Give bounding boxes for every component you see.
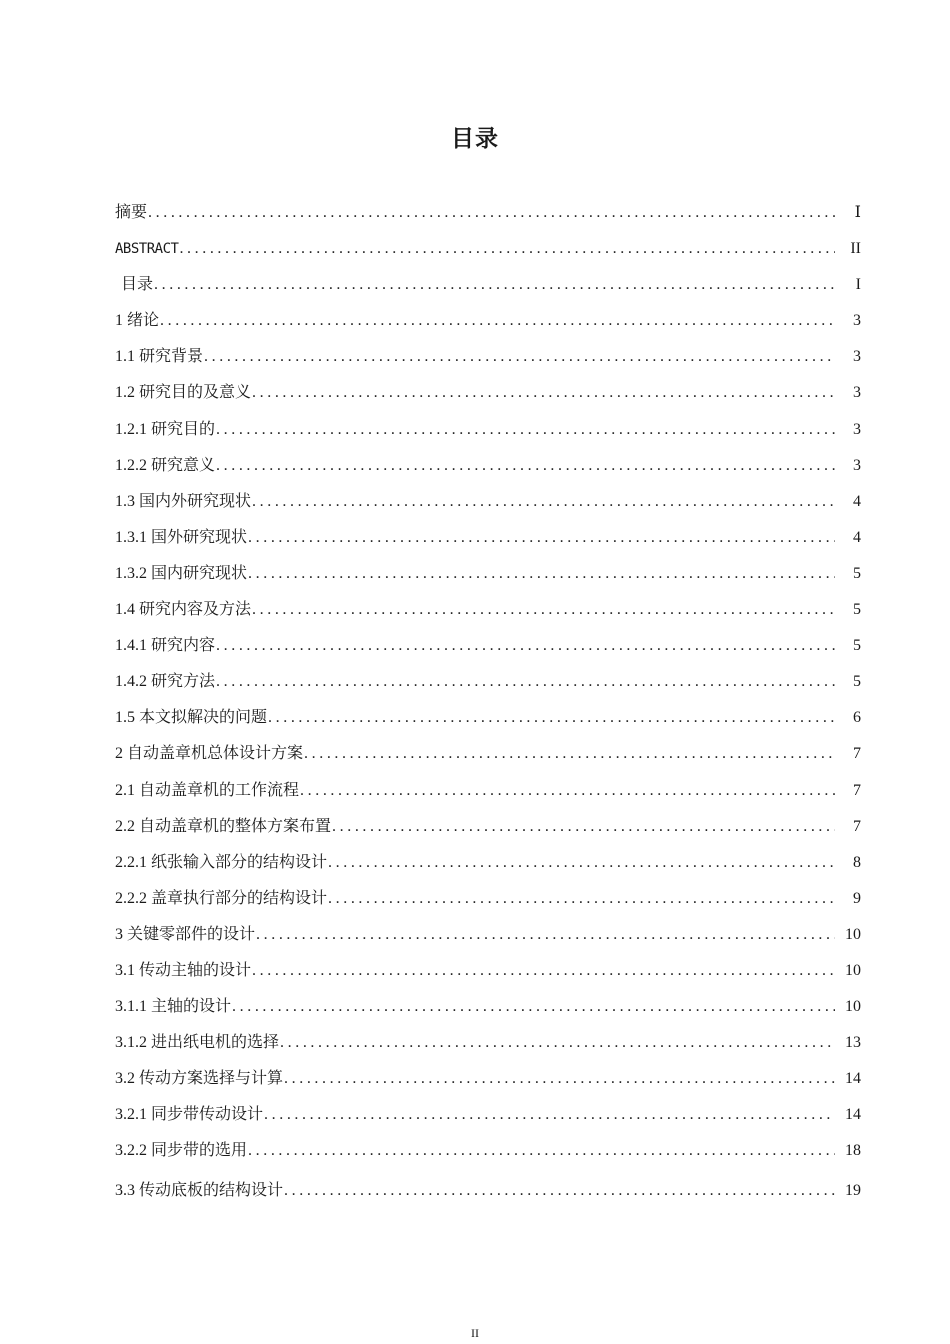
toc-entry-label: 1.4.1 研究内容 — [115, 637, 216, 655]
dot-leader — [248, 1133, 835, 1169]
toc-entry-label: 1.4.2 研究方法 — [115, 673, 216, 691]
toc-entry-page: 3 — [853, 420, 861, 438]
dot-leader — [248, 556, 835, 592]
toc-entry[interactable] — [115, 664, 861, 700]
toc-entry[interactable] — [115, 375, 861, 411]
toc-entry-label: 1.3.2 国内研究现状 — [115, 564, 248, 582]
toc-entry-page: 14 — [845, 1070, 861, 1088]
toc-entry[interactable] — [115, 989, 861, 1025]
dot-leader — [160, 303, 835, 339]
toc-entry-page: 8 — [853, 853, 861, 871]
toc-entry-label: 2 自动盖章机总体设计方案 — [115, 745, 304, 763]
dot-leader — [280, 1025, 835, 1061]
dot-leader — [216, 628, 835, 664]
toc-entry[interactable] — [115, 1061, 861, 1097]
table-of-contents — [115, 195, 861, 1209]
dot-leader — [256, 917, 835, 953]
toc-entry-label: 1.1 研究背景 — [115, 348, 204, 366]
dot-leader — [284, 1173, 835, 1209]
dot-leader — [154, 267, 835, 303]
toc-entry-label: 2.1 自动盖章机的工作流程 — [115, 781, 300, 799]
toc-entry[interactable] — [115, 448, 861, 484]
toc-entry-label: 1.2.2 研究意义 — [115, 456, 216, 474]
toc-entry-page: 3 — [853, 348, 861, 366]
toc-entry[interactable] — [115, 628, 861, 664]
dot-leader — [252, 953, 835, 989]
toc-entry-label: 3.1 传动主轴的设计 — [115, 961, 252, 979]
toc-entry-page: 5 — [853, 601, 861, 619]
toc-entry[interactable] — [115, 736, 861, 772]
toc-entry-label: 3.2 传动方案选择与计算 — [115, 1070, 284, 1088]
toc-entry-page: 18 — [845, 1142, 861, 1160]
toc-entry[interactable] — [115, 700, 861, 736]
toc-entry-label: 2.2.1 纸张输入部分的结构设计 — [115, 853, 328, 871]
dot-leader — [179, 231, 835, 267]
toc-entry-label: 1.2 研究目的及意义 — [115, 384, 252, 402]
dot-leader — [216, 412, 835, 448]
toc-entry[interactable] — [115, 412, 861, 448]
toc-entry-label: 1.5 本文拟解决的问题 — [115, 709, 268, 727]
dot-leader — [148, 195, 835, 231]
toc-entry-contents[interactable] — [115, 267, 861, 303]
dot-leader — [264, 1097, 835, 1133]
toc-entry-label: 摘要 — [115, 204, 148, 221]
toc-entry[interactable] — [115, 845, 861, 881]
toc-entry-label: 1.4 研究内容及方法 — [115, 601, 252, 619]
toc-entry[interactable] — [115, 303, 861, 339]
dot-leader — [252, 592, 835, 628]
toc-entry-abstract-en[interactable] — [115, 231, 861, 267]
dot-leader — [328, 845, 835, 881]
dot-leader — [252, 484, 835, 520]
toc-entry-label: 3.1.1 主轴的设计 — [115, 998, 232, 1016]
toc-entry-page: 7 — [853, 781, 861, 799]
toc-entry-page: 19 — [845, 1181, 861, 1199]
toc-entry-label: ABSTRACT — [115, 241, 179, 258]
toc-entry-page: I — [855, 276, 861, 294]
toc-entry-page: 14 — [845, 1106, 861, 1124]
dot-leader — [268, 700, 835, 736]
footer-page-number: II — [471, 1326, 479, 1340]
toc-entry-page: 5 — [853, 564, 861, 582]
toc-entry[interactable] — [115, 1025, 861, 1061]
toc-entry-page: 3 — [853, 384, 861, 402]
toc-entry[interactable] — [115, 484, 861, 520]
toc-entry[interactable] — [115, 1133, 861, 1169]
toc-entry-label: 3.1.2 进出纸电机的选择 — [115, 1034, 280, 1052]
toc-entry-label: 1 绪论 — [115, 312, 160, 330]
dot-leader — [304, 736, 835, 772]
toc-entry-page: 10 — [845, 925, 861, 943]
dot-leader — [328, 881, 835, 917]
toc-entry-label: 3.2.1 同步带传动设计 — [115, 1106, 264, 1124]
toc-entry-page: 13 — [845, 1034, 861, 1052]
toc-entry[interactable] — [115, 339, 861, 375]
toc-entry-label: 3.2.2 同步带的选用 — [115, 1142, 248, 1160]
toc-entry[interactable] — [115, 520, 861, 556]
toc-entry[interactable] — [115, 809, 861, 845]
toc-entry[interactable] — [115, 592, 861, 628]
dot-leader — [232, 989, 835, 1025]
toc-entry[interactable] — [115, 1097, 861, 1133]
toc-entry-label: 1.2.1 研究目的 — [115, 420, 216, 438]
toc-entry-label: 1.3.1 国外研究现状 — [115, 528, 248, 546]
toc-entry-page: 6 — [853, 709, 861, 727]
toc-entry-page: II — [850, 240, 861, 258]
toc-entry-label: 2.2 自动盖章机的整体方案布置 — [115, 817, 332, 835]
toc-entry-page: 5 — [853, 637, 861, 655]
toc-entry-label: 1.3 国内外研究现状 — [115, 492, 252, 510]
toc-entry[interactable] — [115, 773, 861, 809]
toc-entry-page: Ⅰ — [854, 204, 861, 221]
toc-entry-page: 7 — [853, 745, 861, 763]
toc-entry-page: 10 — [845, 998, 861, 1016]
toc-entry[interactable] — [115, 917, 861, 953]
toc-entry-page: 9 — [853, 889, 861, 907]
dot-leader — [248, 520, 835, 556]
dot-leader — [216, 664, 835, 700]
dot-leader — [332, 809, 835, 845]
toc-entry-page: 10 — [845, 961, 861, 979]
toc-entry-label: 3 关键零部件的设计 — [115, 925, 256, 943]
toc-entry[interactable] — [115, 556, 861, 592]
toc-entry[interactable] — [115, 953, 861, 989]
page-title: 目录 — [451, 126, 499, 152]
dot-leader — [252, 375, 835, 411]
toc-entry[interactable] — [115, 881, 861, 917]
toc-entry-page: 5 — [853, 673, 861, 691]
dot-leader — [204, 339, 835, 375]
toc-entry-page: 3 — [853, 312, 861, 330]
dot-leader — [284, 1061, 835, 1097]
toc-entry-page: 4 — [853, 528, 861, 546]
toc-entry-page: 3 — [853, 456, 861, 474]
toc-entry-page: 7 — [853, 817, 861, 835]
dot-leader — [216, 448, 835, 484]
toc-entry-abstract-cn[interactable] — [115, 195, 861, 231]
toc-entry-label: 2.2.2 盖章执行部分的结构设计 — [115, 889, 328, 907]
toc-entry-page: 4 — [853, 492, 861, 510]
toc-entry-label: 3.3 传动底板的结构设计 — [115, 1181, 284, 1199]
dot-leader — [300, 773, 835, 809]
toc-entry-label: 目录 — [121, 276, 154, 294]
toc-entry[interactable] — [115, 1173, 861, 1209]
